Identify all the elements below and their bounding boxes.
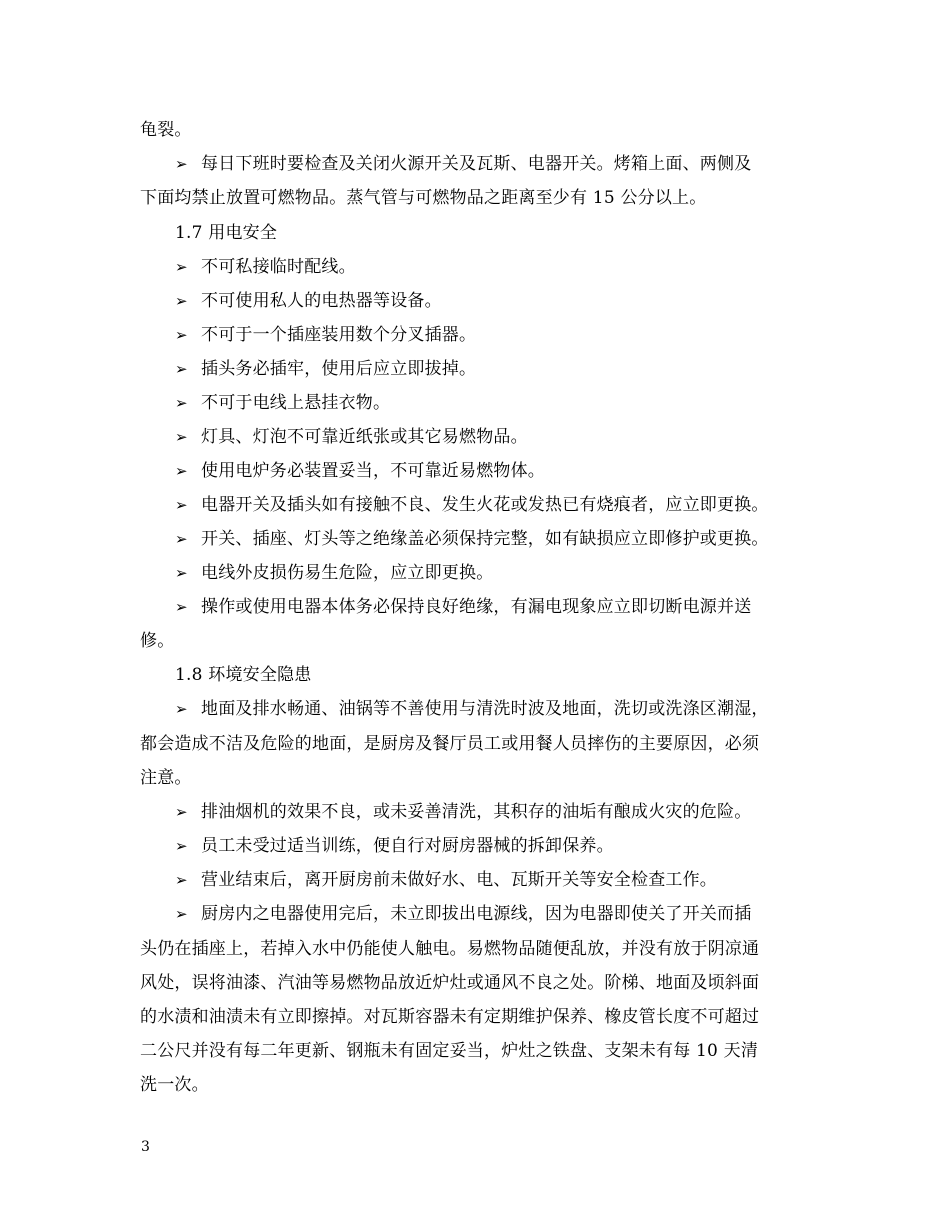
- arrow-bullet-icon: ➢: [175, 360, 188, 378]
- bullet-item: ➢ 不可使用私人的电热器等设备。: [175, 291, 442, 311]
- section-heading-1-7: 1.7 用电安全: [175, 223, 278, 243]
- bullet-item: ➢ 不可于一个插座装用数个分叉插器。: [175, 325, 477, 345]
- paragraph-line: 二公尺并没有每二年更新、钢瓶未有固定妥当，炉灶之铁盘、支架未有每 10 天清: [140, 1041, 759, 1061]
- paragraph-line: 修。: [140, 631, 175, 651]
- paragraph-line: 洗一次。: [140, 1075, 209, 1095]
- paragraph-line: 头仍在插座上，若掉入水中仍能使人触电。易燃物品随便乱放，并没有放于阴凉通: [140, 939, 760, 959]
- arrow-bullet-icon: ➢: [175, 394, 188, 412]
- bullet-item: ➢ 地面及排水畅通、油锅等不善使用与清洗时波及地面，洗切或洗涤区潮湿，: [175, 699, 769, 719]
- section-heading-1-8: 1.8 环境安全隐患: [175, 665, 312, 685]
- bullet-item: ➢ 操作或使用电器本体务必保持良好绝缘，有漏电现象应立即切断电源并送: [175, 597, 752, 617]
- bullet-item: ➢ 插头务必插牢，使用后应立即拔掉。: [175, 359, 477, 379]
- bullet-item: ➢ 营业结束后，离开厨房前未做好水、电、瓦斯开关等安全检查工作。: [175, 870, 717, 890]
- bullet-item: ➢ 电线外皮损伤易生危险，应立即更换。: [175, 563, 494, 583]
- bullet-item: ➢ 排油烟机的效果不良，或未妥善清洗，其积存的油垢有酿成火灾的危险。: [175, 802, 752, 822]
- arrow-bullet-icon: ➢: [175, 871, 188, 889]
- arrow-bullet-icon: ➢: [175, 530, 188, 548]
- arrow-bullet-icon: ➢: [175, 905, 188, 923]
- bullet-item: ➢ 开关、插座、灯头等之绝缘盖必须保持完整，如有缺损应立即修护或更换。: [175, 529, 769, 549]
- bullet-item: ➢ 不可私接临时配线。: [175, 257, 356, 277]
- arrow-bullet-icon: ➢: [175, 326, 188, 344]
- bullet-item: ➢ 电器开关及插头如有接触不良、发生火花或发热已有烧痕者，应立即更换。: [175, 495, 769, 515]
- bullet-item: ➢ 员工未受过适当训练，便自行对厨房器械的拆卸保养。: [175, 836, 614, 856]
- arrow-bullet-icon: ➢: [175, 496, 188, 514]
- arrow-bullet-icon: ➢: [175, 292, 188, 310]
- arrow-bullet-icon: ➢: [175, 837, 188, 855]
- arrow-bullet-icon: ➢: [175, 564, 188, 582]
- arrow-bullet-icon: ➢: [175, 428, 188, 446]
- paragraph-line: 的水渍和油渍未有立即擦掉。对瓦斯容器未有定期维护保养、橡皮管长度不可超过: [140, 1007, 760, 1027]
- paragraph-line: 风处，误将油漆、汽油等易燃物品放近炉灶或通风不良之处。阶梯、地面及顷斜面: [140, 973, 760, 993]
- paragraph-line: 龟裂。: [140, 120, 192, 140]
- paragraph-line: 下面均禁止放置可燃物品。蒸气管与可燃物品之距离至少有 15 公分以上。: [140, 188, 707, 208]
- bullet-item: ➢ 灯具、灯泡不可靠近纸张或其它易燃物品。: [175, 427, 528, 447]
- arrow-bullet-icon: ➢: [175, 803, 188, 821]
- arrow-bullet-icon: ➢: [175, 700, 188, 718]
- paragraph-line: 都会造成不洁及危险的地面，是厨房及餐厅员工或用餐人员摔伤的主要原因，必须: [140, 734, 760, 754]
- bullet-item: ➢ 不可于电线上悬挂衣物。: [175, 393, 391, 413]
- arrow-bullet-icon: ➢: [175, 598, 188, 616]
- bullet-item: ➢ 每日下班时要检查及关闭火源开关及瓦斯、电器开关。烤箱上面、两侧及: [175, 154, 752, 174]
- arrow-bullet-icon: ➢: [175, 462, 188, 480]
- page-number: 3: [141, 1139, 150, 1155]
- bullet-item: ➢ 使用电炉务必装置妥当，不可靠近易燃物体。: [175, 461, 545, 481]
- arrow-bullet-icon: ➢: [175, 155, 188, 173]
- paragraph-line: 注意。: [140, 768, 192, 788]
- arrow-bullet-icon: ➢: [175, 258, 188, 276]
- bullet-item: ➢ 厨房内之电器使用完后，未立即拔出电源线，因为电器即使关了开关而插: [175, 904, 752, 924]
